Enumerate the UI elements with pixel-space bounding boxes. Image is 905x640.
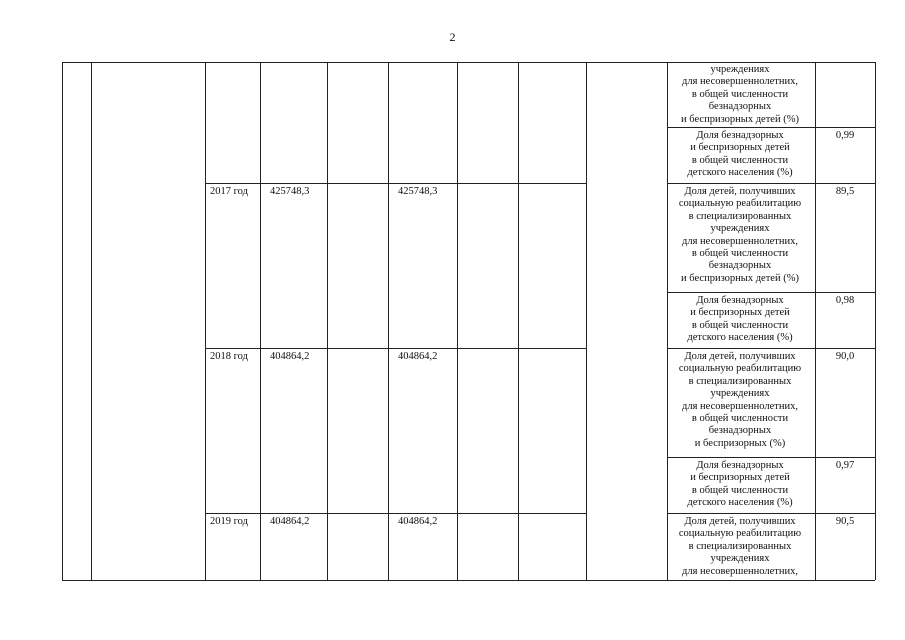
col-divider (518, 62, 519, 580)
indicator-value: 90,5 (835, 516, 855, 527)
indicator-value: 0,98 (835, 295, 855, 306)
indicator-text (665, 186, 815, 285)
row-divider (205, 513, 586, 514)
indicator-line: в общей численности (691, 88, 789, 100)
indicator-divider (667, 127, 875, 128)
amount-total: 425748,3 (270, 186, 310, 197)
indicator-divider (667, 457, 875, 458)
indicator-line: и беспризорных детей (690, 472, 790, 484)
indicator-line: Доля детей, получивших (684, 186, 796, 197)
indicator-line: социальную реабилитацию (678, 363, 802, 375)
year-label: 2017 год (210, 186, 248, 197)
indicator-line: в специализированных (688, 375, 792, 387)
year-label: 2018 год (210, 351, 248, 362)
indicator-line: в общей численности (691, 319, 789, 331)
amount-budget: 425748,3 (398, 186, 438, 197)
indicator-line: учреждениях (710, 64, 770, 75)
col-divider (91, 62, 92, 580)
indicator-line: для несовершеннолетних, (682, 400, 798, 412)
col-divider (327, 62, 328, 580)
indicator-line: Доля безнадзорных (696, 460, 784, 471)
indicator-line: безнадзорных (708, 260, 772, 272)
table-border-right (875, 62, 876, 580)
indicator-value: 90,0 (835, 351, 855, 362)
indicator-line: детского населения (%) (687, 167, 793, 179)
indicator-line: в общей численности (691, 154, 789, 166)
indicator-line: социальную реабилитацию (678, 198, 802, 210)
row-divider (205, 348, 586, 349)
indicator-line: и беспризорных детей (690, 142, 790, 154)
indicator-line: для несовершеннолетних, (682, 235, 798, 247)
indicator-line: Доля детей, получивших (684, 516, 796, 527)
table-border-bottom (62, 580, 875, 581)
page-number: 2 (449, 30, 456, 44)
table-border-top (62, 62, 875, 63)
col-divider (457, 62, 458, 580)
indicator-value: 89,5 (835, 186, 855, 197)
indicator-line: и беспризорных детей (%) (681, 113, 799, 125)
indicator-line: и беспризорных (%) (694, 437, 786, 449)
indicator-line: в общей численности (691, 484, 789, 496)
indicator-line: учреждениях (710, 553, 770, 565)
indicator-value: 0,97 (835, 460, 855, 471)
indicator-text (665, 64, 815, 126)
indicator-line: в общей численности (691, 248, 789, 260)
indicator-line: для несовершеннолетних, (682, 565, 798, 577)
indicator-line: безнадзорных (708, 425, 772, 437)
amount-total: 404864,2 (270, 516, 310, 527)
amount-budget: 404864,2 (398, 351, 438, 362)
indicator-line: детского населения (%) (687, 497, 793, 509)
indicator-line: в специализированных (688, 210, 792, 222)
indicator-text (665, 460, 815, 510)
indicator-line: Доля безнадзорных (696, 130, 784, 141)
indicator-divider (667, 183, 875, 184)
col-divider (260, 62, 261, 580)
indicator-line: детского населения (%) (687, 332, 793, 344)
indicator-line: и беспризорных детей (%) (681, 272, 799, 284)
indicator-text (665, 351, 815, 450)
indicator-text (665, 516, 815, 578)
indicator-divider (667, 292, 875, 293)
indicator-line: в общей численности (691, 413, 789, 425)
indicator-line: Доля безнадзорных (696, 295, 784, 306)
indicator-line: Доля детей, получивших (684, 351, 796, 362)
indicator-line: для несовершеннолетних, (682, 76, 798, 88)
col-divider (388, 62, 389, 580)
indicator-value: 0,99 (835, 130, 855, 141)
col-divider (586, 62, 587, 580)
indicator-text (665, 295, 815, 345)
year-label: 2019 год (210, 516, 248, 527)
amount-total: 404864,2 (270, 351, 310, 362)
amount-budget: 404864,2 (398, 516, 438, 527)
indicator-divider (667, 513, 875, 514)
col-divider (205, 62, 206, 580)
indicator-text (665, 130, 815, 180)
indicator-line: учреждениях (710, 223, 770, 235)
indicator-line: социальную реабилитацию (678, 528, 802, 540)
row-divider (205, 183, 586, 184)
indicator-line: безнадзорных (708, 101, 772, 113)
indicator-line: в специализированных (688, 540, 792, 552)
table-border-left (62, 62, 63, 580)
indicator-line: учреждениях (710, 388, 770, 400)
indicator-line: и беспризорных детей (690, 307, 790, 319)
indicator-divider (667, 348, 875, 349)
